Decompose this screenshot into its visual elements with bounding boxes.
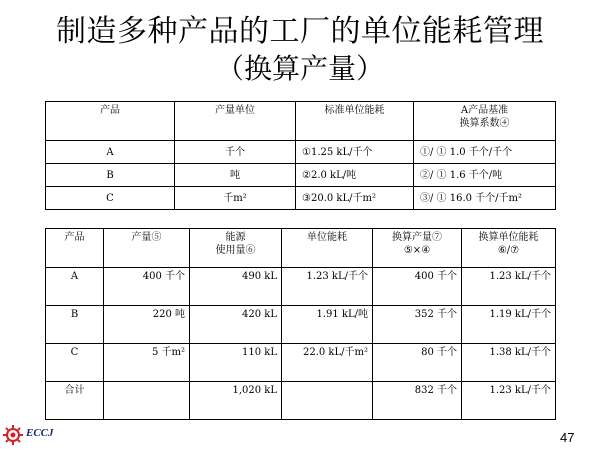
table-cell <box>104 382 190 420</box>
table-cell: 832 千个 <box>373 382 462 420</box>
table-cell: B <box>46 306 104 344</box>
table-cell: 千m² <box>175 187 296 210</box>
header-line: 换算单位能耗 <box>478 232 539 243</box>
table-cell: 400 千个 <box>104 268 190 306</box>
header-line: A产品基准 <box>460 105 509 116</box>
table-cell: 420 kL <box>190 306 282 344</box>
table-cell: 490 kL <box>190 268 282 306</box>
table-cell: 110 kL <box>190 344 282 382</box>
header-cell: 产品 <box>46 229 104 268</box>
table-cell: C <box>46 187 175 210</box>
table-cell: ①1.25 kL/千个 <box>296 141 414 164</box>
table-cell: C <box>46 344 104 382</box>
table-row <box>46 164 556 187</box>
table-cell: 1.38 kL/千个 <box>462 344 556 382</box>
table-cell: 吨 <box>175 164 296 187</box>
table-cell: 1.91 kL/吨 <box>282 306 373 344</box>
header-cell <box>462 229 556 268</box>
header-cell: 产品 <box>46 102 175 141</box>
header-cell: 产量单位 <box>175 102 296 141</box>
slide-title: 制造多种产品的工厂的单位能耗管理 <box>56 14 544 49</box>
table-cell: ②2.0 kL/吨 <box>296 164 414 187</box>
table-cell: 合计 <box>46 382 104 420</box>
header-cell <box>373 229 462 268</box>
table-cell: 400 千个 <box>373 268 462 306</box>
table-row <box>46 306 556 344</box>
table-cell: ①/ ① 1.0 千个/千个 <box>414 141 556 164</box>
table-row <box>46 344 556 382</box>
table-cell: ③20.0 kL/千m² <box>296 187 414 210</box>
table-header-row <box>46 229 556 268</box>
table-cell: A <box>46 268 104 306</box>
table-cell: 220 吨 <box>104 306 190 344</box>
header-cell <box>414 102 556 141</box>
table-cell: 1.19 kL/千个 <box>462 306 556 344</box>
logo-text: ECCJ <box>26 427 54 439</box>
header-cell: 标准单位能耗 <box>296 102 414 141</box>
table-cell: 1.23 kL/千个 <box>282 268 373 306</box>
table-header-row <box>46 102 556 141</box>
table-cell: 352 千个 <box>373 306 462 344</box>
table-cell: 1,020 kL <box>190 382 282 420</box>
conversion-factor-table <box>45 101 556 210</box>
table-cell: 22.0 kL/千m² <box>282 344 373 382</box>
table-row <box>46 141 556 164</box>
header-line: ⑤×④ <box>403 245 431 256</box>
header-line: 能源 <box>225 232 246 243</box>
table-cell: 5 千m² <box>104 344 190 382</box>
table-row <box>46 268 556 306</box>
table-cell: ②/ ① 1.6 千个/吨 <box>414 164 556 187</box>
table-cell: A <box>46 141 175 164</box>
table-cell: 80 千个 <box>373 344 462 382</box>
table-row <box>46 187 556 210</box>
header-line: ⑥/⑦ <box>497 245 520 256</box>
header-cell: 单位能耗 <box>282 229 373 268</box>
header-line: 使用量⑥ <box>215 245 256 256</box>
slide-subtitle: （换算产量） <box>215 52 384 85</box>
table-cell: B <box>46 164 175 187</box>
header-line: 换算产量⑦ <box>392 232 442 243</box>
table-cell: 千个 <box>175 141 296 164</box>
header-cell <box>190 229 282 268</box>
page-number: 47 <box>560 430 575 445</box>
table-cell: 1.23 kL/千个 <box>462 268 556 306</box>
table-cell: ③/ ① 16.0 千个/千m² <box>414 187 556 210</box>
header-cell: 产量⑤ <box>104 229 190 268</box>
table-cell <box>282 382 373 420</box>
table-cell: 1.23 kL/千个 <box>462 382 556 420</box>
table-row-total <box>46 382 556 420</box>
header-line: 换算系数④ <box>459 118 510 129</box>
energy-use-table <box>45 228 556 420</box>
